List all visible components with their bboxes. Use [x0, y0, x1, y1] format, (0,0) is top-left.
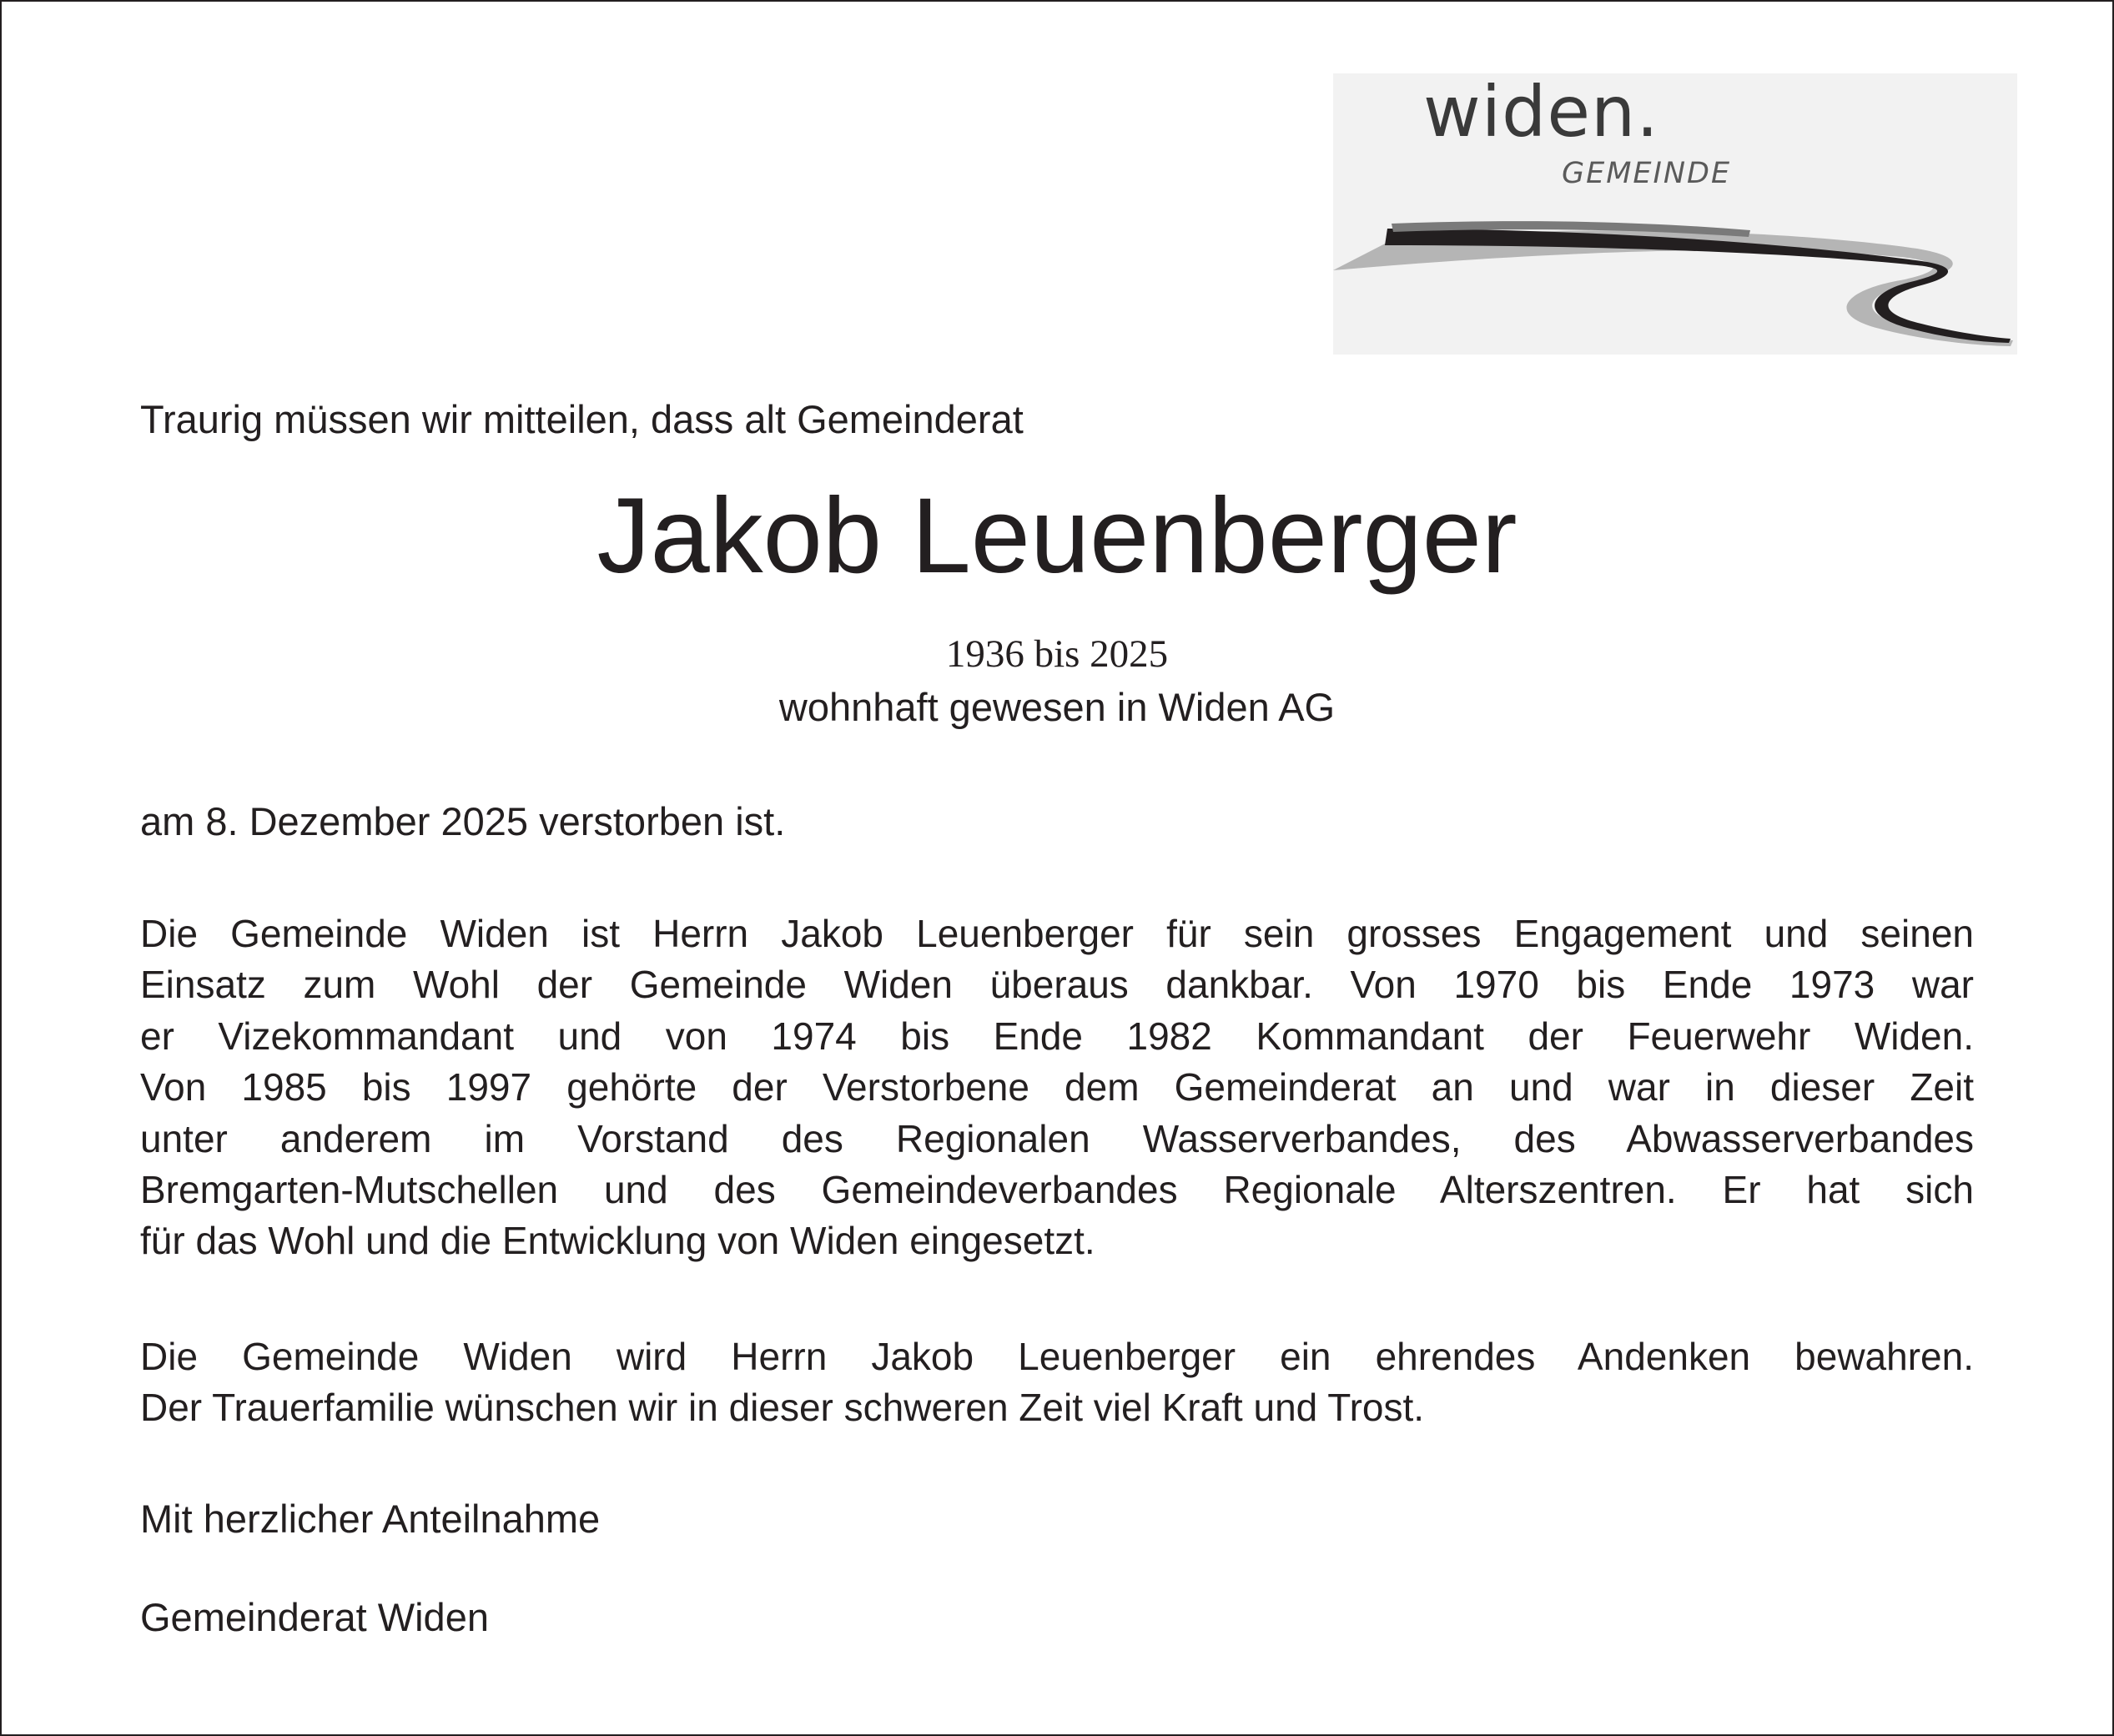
paragraph-line: Einsatz zum Wohl der Gemeinde Widen überaus dankbar. Von 1970 bis Ende 1973 war: [140, 963, 1974, 1007]
paragraph-line: unter anderem im Vorstand des Regionalen Wasserverbandes, des Abwasserverbandes: [140, 1116, 1974, 1160]
river-swoosh-icon: [1333, 190, 2017, 355]
paragraph-line: Die Gemeinde Widen ist Herrn Jakob Leuenberger für sein grosses Engagement und seinen: [140, 912, 1974, 955]
tribute-paragraph: [140, 908, 1974, 1267]
paragraph-line: Von 1985 bis 1997 gehörte der Verstorbene dem Gemeinderat an und war in dieser Zeit: [140, 1065, 1974, 1110]
deceased-name: Jakob Leuenberger: [596, 476, 1518, 596]
paragraph-line: für das Wohl und die Entwicklung von Widen eingesetzt.: [140, 1219, 1095, 1263]
paragraph-line: Bremgarten-Mutschellen und des Gemeindeverbandes Regionale Alterszentren. Er hat sich: [140, 1167, 1974, 1211]
signature-text: Gemeinderat Widen: [140, 1595, 489, 1639]
paragraph-line: er Vizekommandant und von 1974 bis Ende 1982 Kommandant der Feuerwehr Widen.: [140, 1014, 1974, 1058]
widen-logo: [1333, 73, 2017, 355]
paragraph-line: Die Gemeinde Widen wird Herrn Jakob Leuenberger ein ehrendes Andenken bewahren.: [140, 1335, 1974, 1378]
lifespan: 1936 bis 2025: [945, 632, 1169, 676]
death-date-text: am 8. Dezember 2025 verstorben ist.: [140, 799, 786, 843]
closing-text: Mit herzlicher Anteilnahme: [140, 1497, 601, 1541]
logo-wordmark: widen.: [1423, 71, 1659, 153]
intro-text: Traurig müssen wir mitteilen, dass alt Gemeinderat: [140, 397, 1024, 441]
logo-subtitle: GEMEINDE: [1562, 157, 1732, 190]
condolence-paragraph: [140, 1331, 1974, 1434]
paragraph-line: Der Trauerfamilie wünschen wir in dieser schweren Zeit viel Kraft und Trost.: [140, 1386, 1425, 1430]
residence: wohnhaft gewesen in Widen AG: [778, 685, 1336, 729]
